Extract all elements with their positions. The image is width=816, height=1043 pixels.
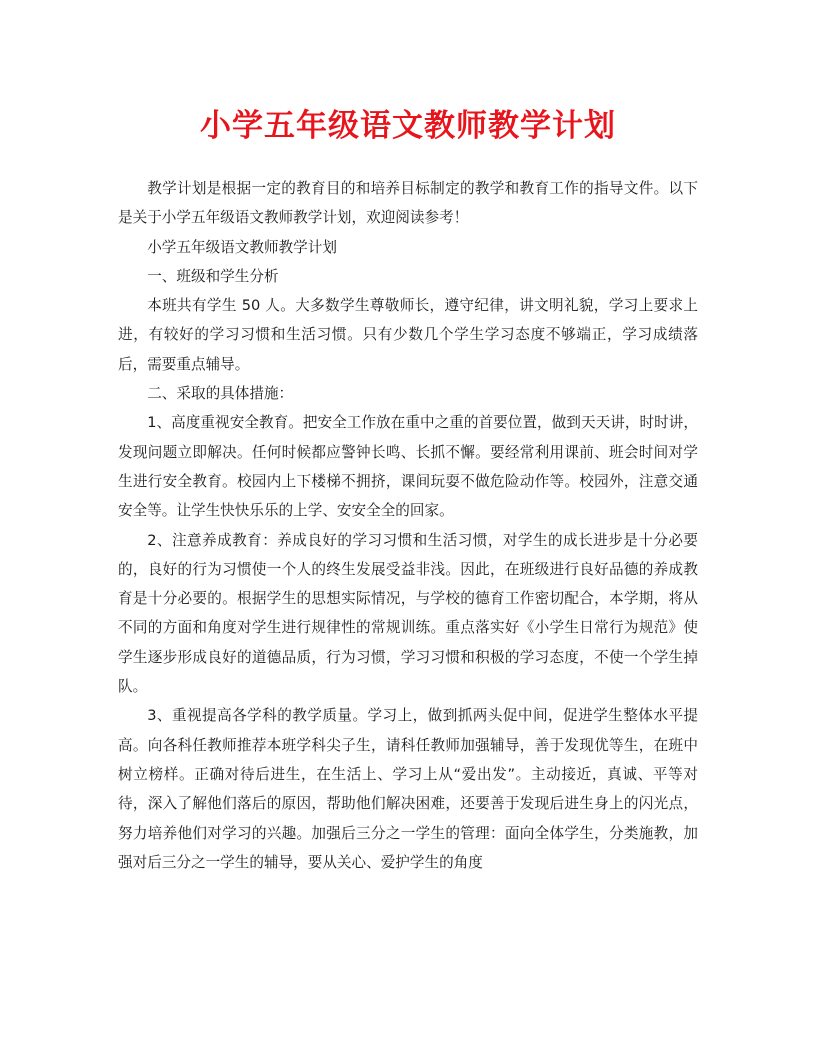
intro-paragraph: 教学计划是根据一定的教育目的和培养目标制定的教学和教育工作的指导文件。以下是关于小学五年级语文教师教学计划，欢迎阅读参考！ bbox=[118, 180, 698, 227]
measure-quality-paragraph: 3、重视提高各学科的教学质量。学习上，做到抓两头促中间，促进学生整体水平提高。向各科任教师推荐本班学科尖子生，请科任教师加强辅导，善于发现优等生，在班中树立榜样。正确对待后进生，在生活上、学习上从“爱出发”。主动接近，真诚、平等对待，深入了解他们落后的原因，帮助他们解决困难，还要善于发现后进生身上的闪光点，努力培养他们对学习的兴趣。加强后三分之一学生的管理：面向全体学生，分类施教，加强对后三分之一学生的辅导，要从关心、爱护学生的角度 bbox=[118, 707, 698, 871]
measure-safety-paragraph: 1、高度重视安全教育。把安全工作放在重中之重的首要位置，做到天天讲，时时讲，发现问题立即解决。任何时候都应警钟长鸣、长抓不懈。要经常利用课前、班会时间对学生进行安全教育。校园内上下楼梯不拥挤，课间玩耍不做危险动作等。校园外，注意交通安全等。让学生快快乐乐的上学、安安全全的回家。 bbox=[118, 414, 698, 520]
section-heading-measures: 二、采取的具体措施： bbox=[147, 385, 294, 403]
document-title: 小学五年级语文教师教学计划 bbox=[200, 108, 616, 144]
subtitle-line: 小学五年级语文教师教学计划 bbox=[147, 238, 337, 256]
class-analysis-paragraph: 本班共有学生 50 人。大多数学生尊敬师长，遵守纪律，讲文明礼貌，学习上要求上进，有较好的学习习惯和生活习惯。只有少数几个学生学习态度不够端正，学习成绩落后，需要重点辅导。 bbox=[118, 297, 698, 373]
measure-habits-paragraph: 2、注意养成教育：养成良好的学习习惯和生活习惯，对学生的成长进步是十分必要的，良好的行为习惯使一个人的终生发展受益非浅。因此，在班级进行良好品德的养成教育是十分必要的。根据学生的思想实际情况，与学校的德育工作密切配合，本学期，将从不同的方面和角度对学生进行规律性的常规训练。重点落实好《小学生日常行为规范》使学生逐步形成良好的道德品质，行为习惯，学习习惯和积极的学习态度，不使一个学生掉队。 bbox=[118, 531, 698, 696]
document-body bbox=[118, 174, 698, 877]
section-heading-class-analysis: 一、班级和学生分析 bbox=[147, 267, 279, 285]
